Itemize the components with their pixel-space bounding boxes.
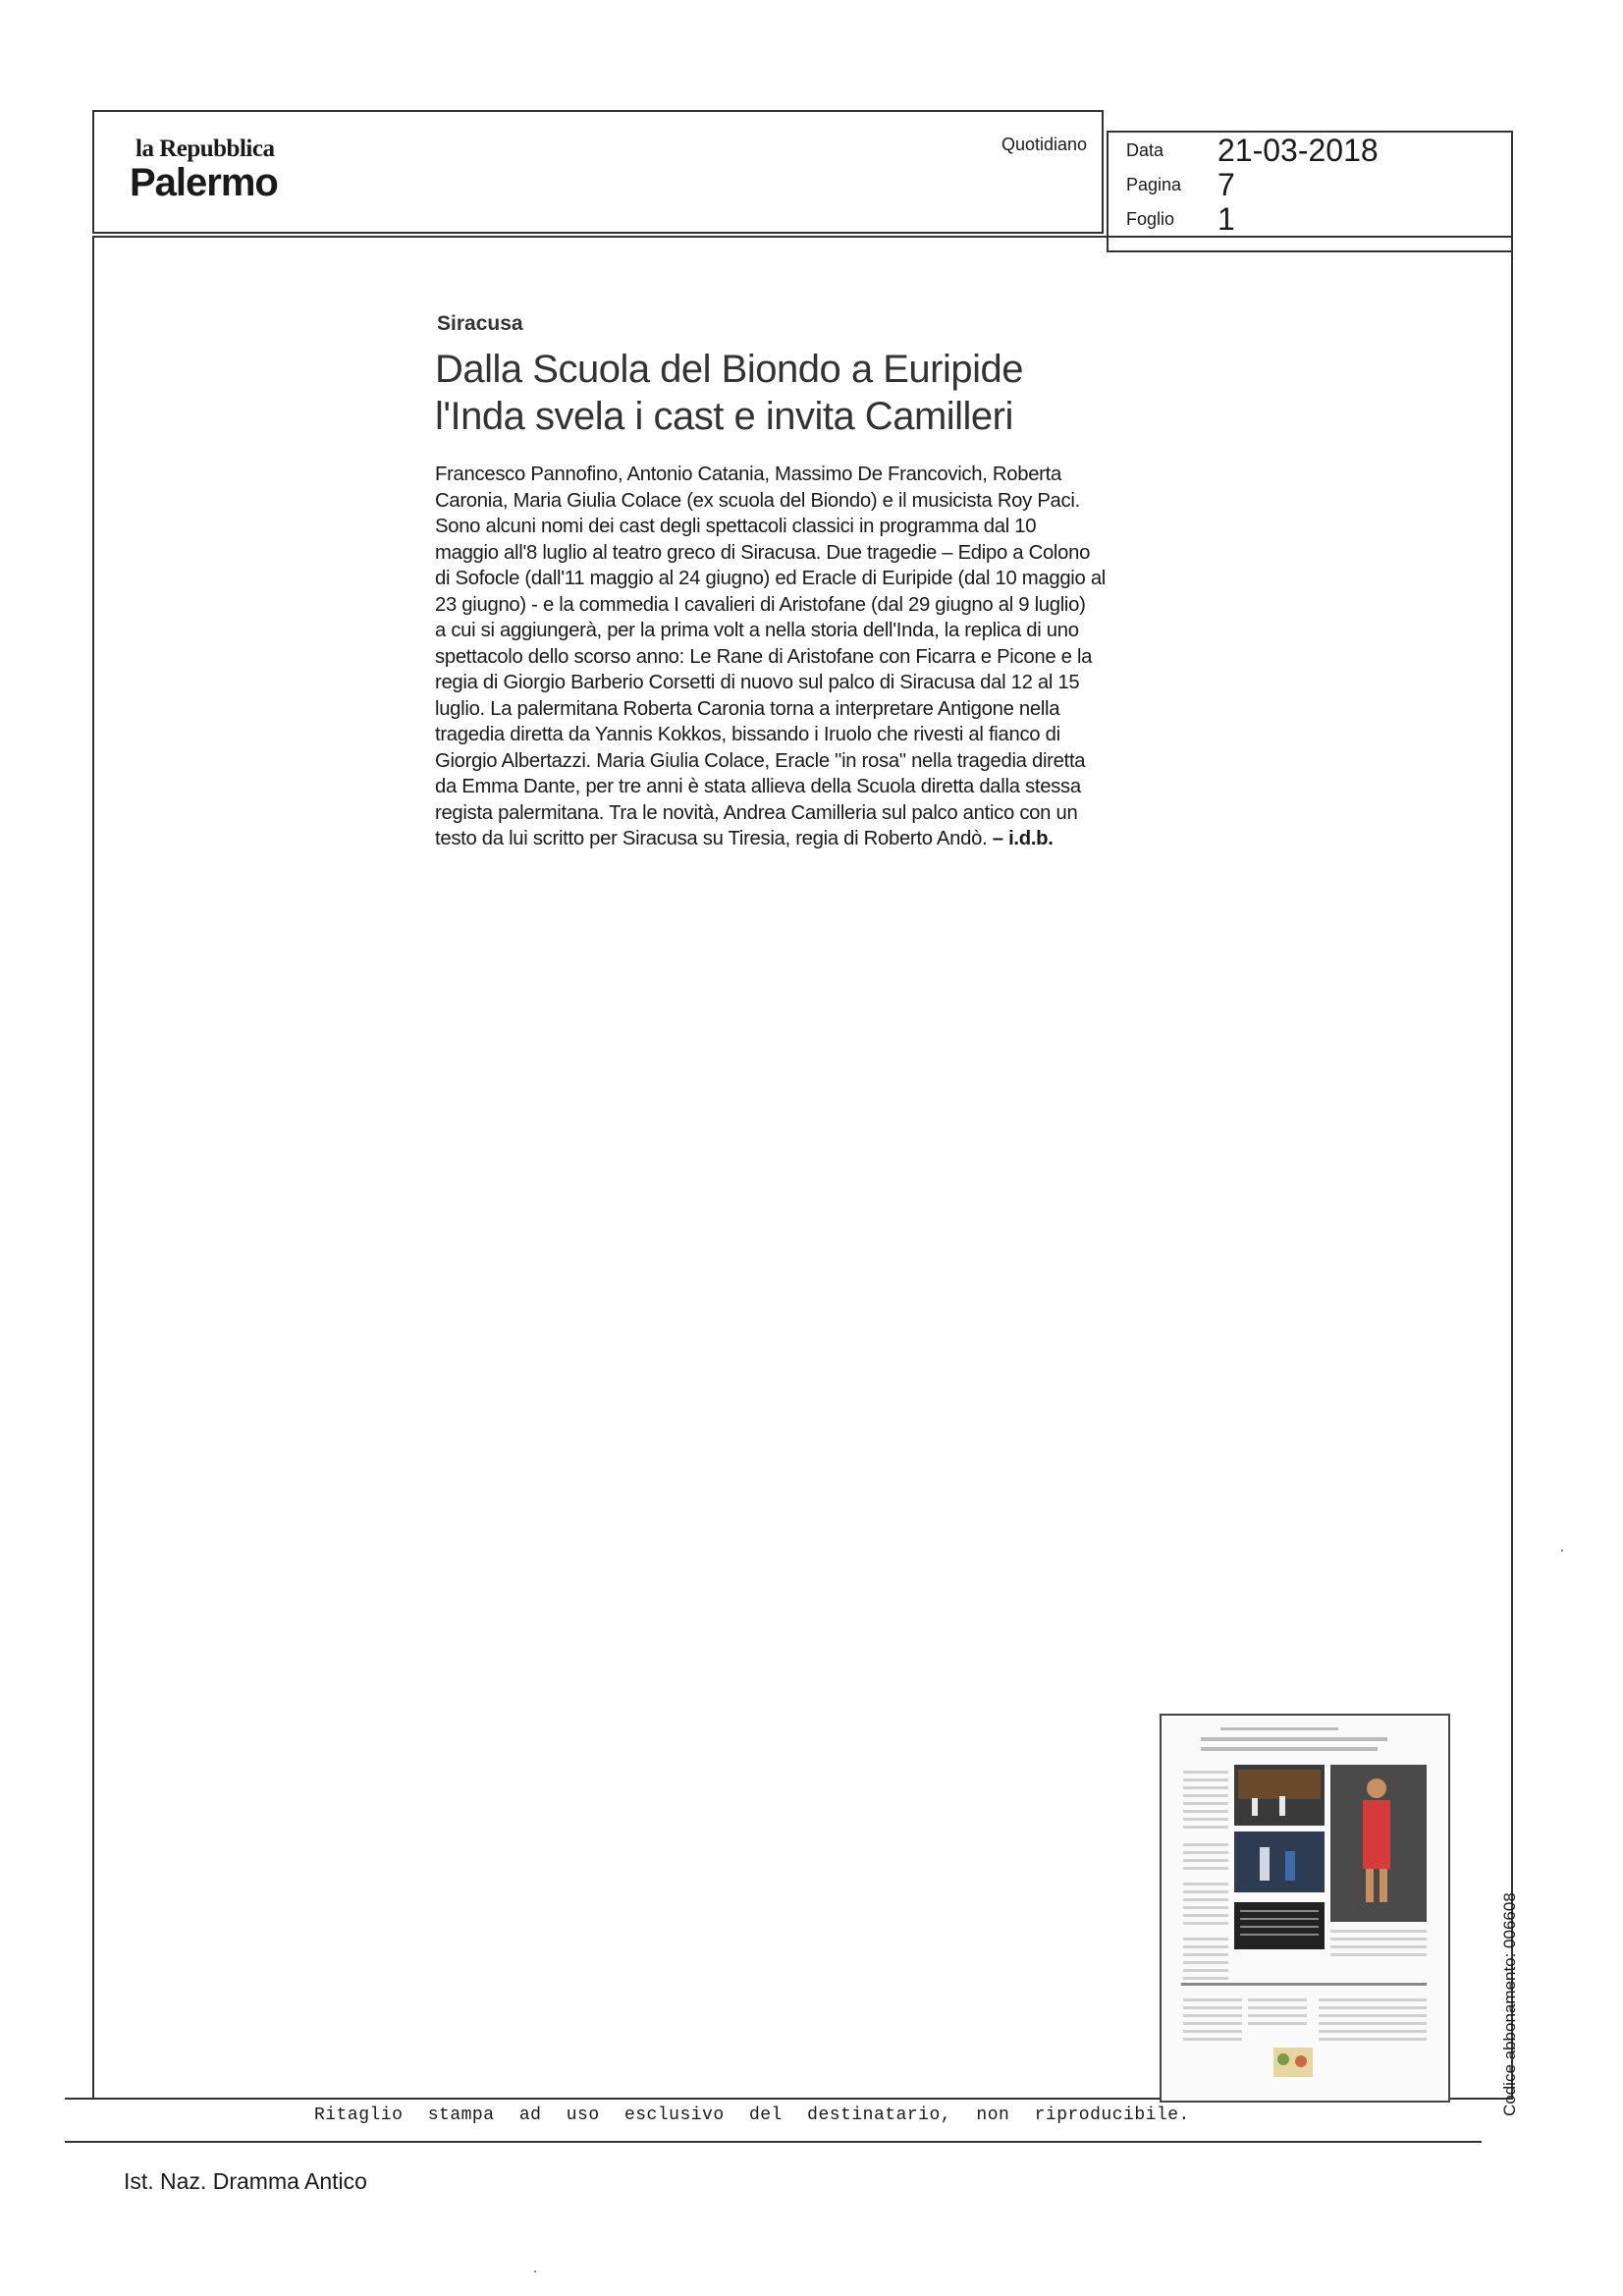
meta-label-data: Data (1126, 140, 1164, 160)
body-line: Francesco Pannofino, Antonio Catania, Massimo De Francovich, Roberta (435, 464, 1061, 485)
meta-value-foglio: 1 (1217, 201, 1235, 237)
brand-edition: Palermo (130, 161, 278, 204)
publication-type: Quotidiano (1001, 135, 1088, 154)
body-line: regista palermitana. Tra le novità, Andrea Camilleria sul palco antico con un (435, 801, 1078, 824)
subscription-code: Codice abbonamento: 006608 (1500, 1892, 1519, 2116)
scan-speck (1561, 1550, 1563, 1552)
body-line: di Sofocle (dall'11 maggio al 24 giugno) ed Eracle di Euripide (dal 10 maggio al (435, 568, 1107, 589)
article-body (435, 462, 1152, 852)
body-line: a cui si aggiungerà, per la prima volt a nella storia dell'Inda, la replica di uno (435, 620, 1079, 641)
body-line: spettacolo dello scorso anno: Le Rane di Aristofane con Ficarra e Picone e la (435, 645, 1093, 668)
body-line: Sono alcuni nomi dei cast degli spettacoli classici in programma dal 10 (435, 516, 1037, 537)
body-line: Giorgio Albertazzi. Maria Giulia Colace, Eracle "in rosa" nella tragedia diretta (435, 749, 1086, 772)
page-thumbnail (1160, 1714, 1450, 2103)
body-line: maggio all'8 luglio al teatro greco di Siracusa. Due tragedie – Edipo a Colono (435, 541, 1091, 564)
article-signature: – i.d.b. (992, 828, 1054, 849)
meta-value-pagina: 7 (1217, 167, 1235, 202)
body-line-last (435, 826, 1152, 852)
body-line: luglio. La palermitana Roberta Caronia torna a interpretare Antigone nella (435, 697, 1060, 720)
article-kicker: Siracusa (437, 312, 523, 335)
body-line: tragedia diretta da Yannis Kokkos, bissando i Iruolo che rivesti al fianco di (435, 724, 1060, 745)
source-name: Ist. Naz. Dramma Antico (124, 2168, 367, 2194)
scan-speck (534, 2270, 536, 2272)
thumbnail-image (1162, 1716, 1448, 2101)
body-line: da Emma Dante, per tre anni è stata allieva della Scuola diretta dalla stessa (435, 776, 1081, 797)
body-line: 23 giugno) - e la commedia I cavalieri di Aristofane (dal 29 giugno al 9 luglio) (435, 593, 1086, 616)
headline-line: l'Inda svela i cast e invita Camilleri (435, 395, 1013, 438)
article-headline (435, 346, 1023, 440)
meta-value-data: 21-03-2018 (1217, 133, 1379, 168)
meta-label-pagina: Pagina (1126, 175, 1182, 194)
brand-name: la Repubblica (135, 136, 275, 162)
headline-line: Dalla Scuola del Biondo a Euripide (435, 348, 1023, 391)
footer-disclaimer: Ritaglio stampa ad uso esclusivo del destinatario, non riproducibile. (314, 2105, 1190, 2125)
meta-label-foglio: Foglio (1126, 209, 1175, 229)
body-line: Caronia, Maria Giulia Colace (ex scuola del Biondo) e il musicista Roy Paci. (435, 489, 1080, 512)
body-line: regia di Giorgio Barberio Corsetti di nuovo sul palco di Siracusa dal 12 al 15 (435, 672, 1080, 693)
body-line-text: testo da lui scritto per Siracusa su Tiresia, regia di Roberto Andò. (435, 828, 988, 849)
